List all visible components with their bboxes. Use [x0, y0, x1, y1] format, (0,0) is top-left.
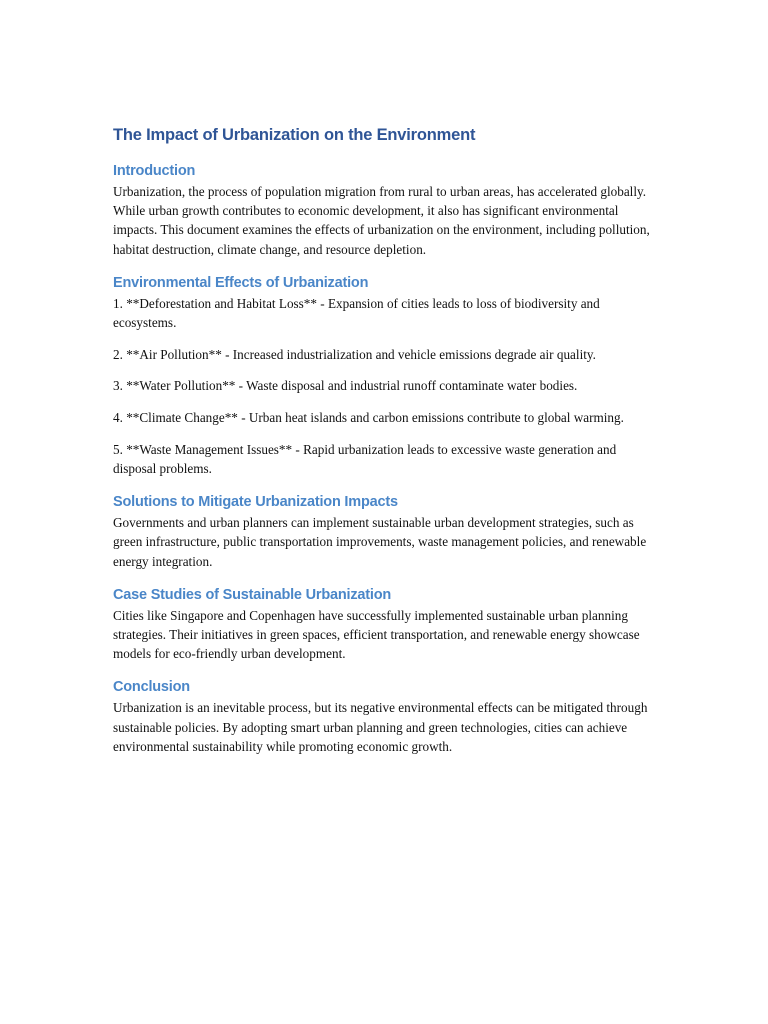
section-heading-solutions: Solutions to Mitigate Urbanization Impacts: [113, 494, 398, 511]
spacer: [113, 663, 658, 676]
document-title: The Impact of Urbanization on the Environment: [113, 126, 476, 144]
section-body-introduction: Urbanization, the process of population migration from rural to urban areas, has accelerated globally. While urban growth contributes to economic development, it also has significant environmental impacts. This document examines the effects of urbanization on the environment, including pollution, habitat destruction, climate change, and resource depletion.: [113, 184, 650, 257]
spacer: [113, 478, 658, 491]
section-heading-introduction: Introduction: [113, 163, 196, 179]
section-heading-environmental-effects: Environmental Effects of Urbanization: [113, 274, 369, 291]
section-heading-case-studies: Case Studies of Sustainable Urbanization: [113, 586, 392, 603]
list-item: 5. **Waste Management Issues** - Rapid urbanization leads to excessive waste generation and disposal problems.: [113, 441, 617, 477]
section-body-conclusion: Urbanization is an inevitable process, but its negative environmental effects can be mitigated through sustainable policies. By adopting smart urban planning and green technologies, cities can achieve environmental sustainability while promoting economic growth.: [113, 700, 648, 754]
effects-list: [113, 294, 658, 478]
spacer: [113, 571, 658, 584]
document-page: [113, 123, 658, 756]
section-body-case-studies: Cities like Singapore and Copenhagen have successfully implemented sustainable urban planning strategies. Their initiatives in green spaces, efficient transportation, and renewable energy showcase models for eco-friendly urban development.: [113, 607, 640, 662]
list-item: 3. **Water Pollution** - Waste disposal and industrial runoff contaminate water bodies.: [113, 378, 578, 394]
section-heading-conclusion: Conclusion: [113, 679, 190, 696]
spacer: [113, 259, 658, 272]
list-item: 4. **Climate Change** - Urban heat islands and carbon emissions contribute to global warming.: [113, 410, 624, 426]
list-item: 2. **Air Pollution** - Increased industrialization and vehicle emissions degrade air quality.: [113, 346, 596, 362]
list-item: 1. **Deforestation and Habitat Loss** - Expansion of cities leads to loss of biodiversity and ecosystems.: [113, 295, 600, 331]
section-body-solutions: Governments and urban planners can implement sustainable urban development strategies, such as green infrastructure, public transportation improvements, waste management policies, and renewable energy integration.: [113, 515, 647, 569]
